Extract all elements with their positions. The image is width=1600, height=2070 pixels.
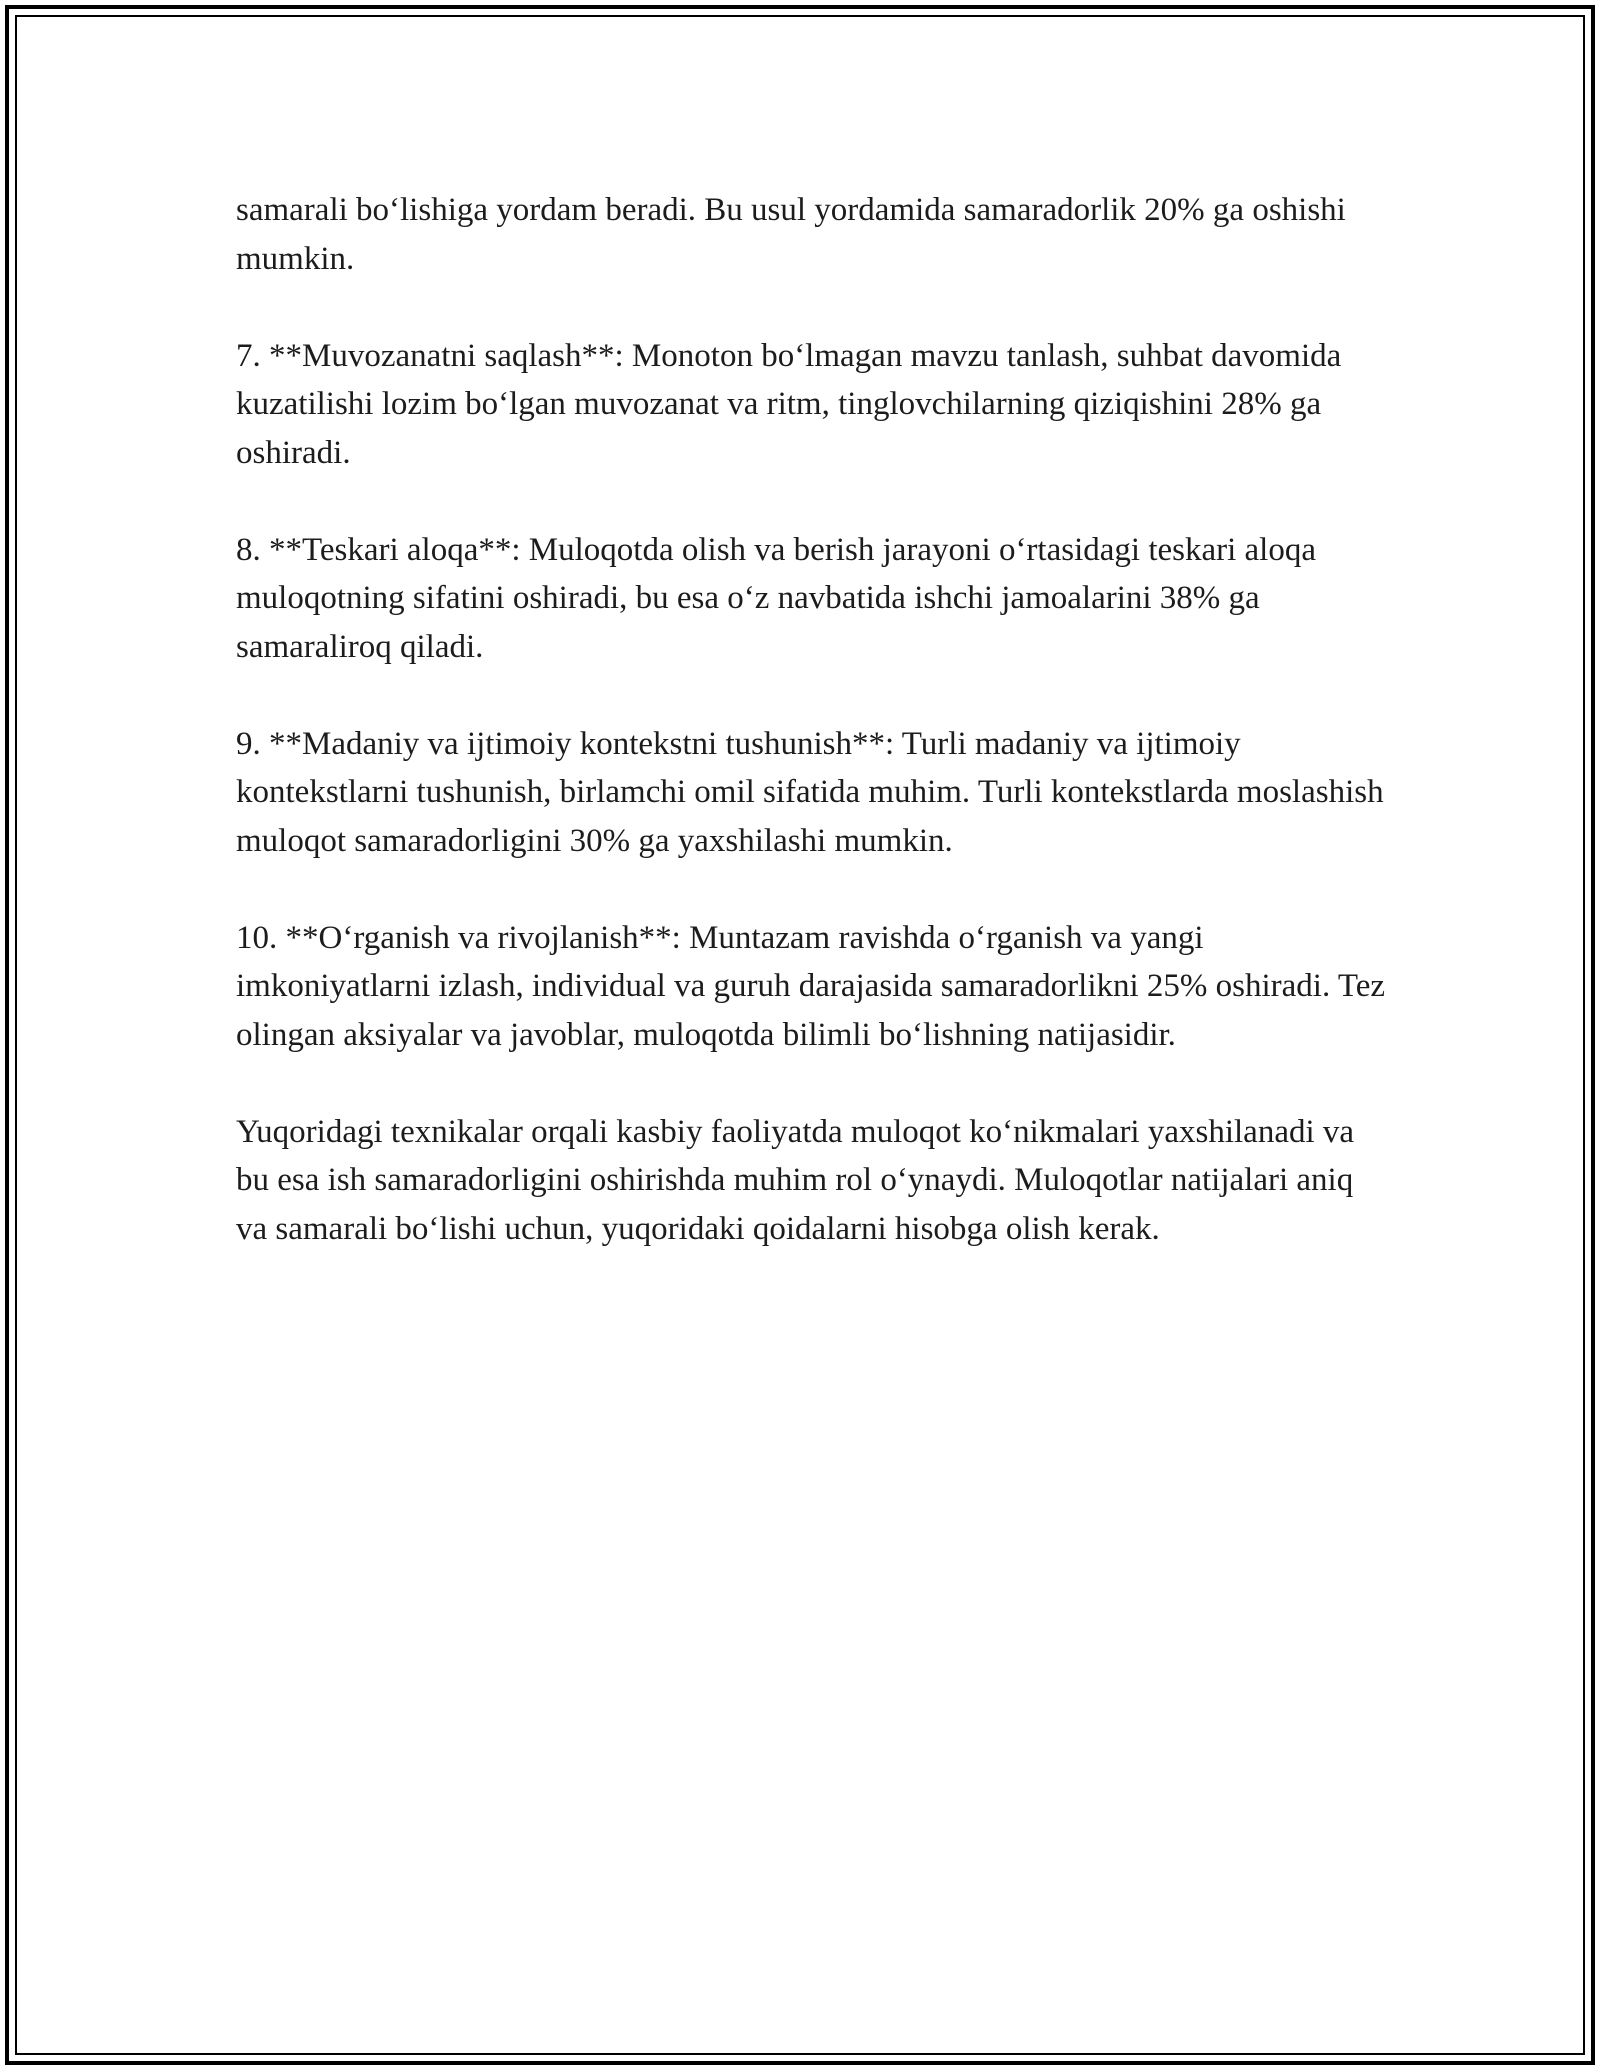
paragraph-conclusion: Yuqoridagi texnikalar orqali kasbiy faoliyatda muloqot ko‘nikmalari yaxshilanadi va bu esa ish samaradorligini oshirishda muhim rol o‘ynaydi. Muloqotlar natijalari aniq va samarali bo‘lishi uchun, yuqoridaki qoidalarni hisobga olish kerak.: [236, 1113, 1355, 1247]
paragraph-item-10: 10. **O‘rganish va rivojlanish**: Muntazam ravishda o‘rganish va yangi imkoniyatlarni izlash, individual va guruh darajasida samaradorlikni 25% oshiradi. Tez olingan aksiyalar va javoblar, muloqotda bilimli bo‘lishning natijasidir.: [236, 919, 1386, 1053]
paragraph-continuation: samarali bo‘lishiga yordam beradi. Bu usul yordamida samaradorlik 20% ga oshishi mumkin.: [236, 192, 1346, 277]
paragraph-item-7: 7. **Muvozanatni saqlash**: Monoton bo‘lmagan mavzu tanlash, suhbat davomida kuzatilishi lozim bo‘lgan muvozanat va ritm, tinglovchilarning qiziqishini 28% ga oshiradi.: [236, 337, 1342, 471]
paragraph-item-9: 9. **Madaniy va ijtimoiy kontekstni tushunish**: Turli madaniy va ijtimoiy kontekstlarni tushunish, birlamchi omil sifatida muhim. Turli kontekstlarda moslashish muloqot samaradorligini 30% ga yaxshilashi mumkin.: [236, 725, 1384, 859]
document-body: [236, 186, 1386, 1253]
paragraph-item-8: 8. **Teskari aloqa**: Muloqotda olish va berish jarayoni o‘rtasidagi teskari aloqa muloqotning sifatini oshiradi, bu esa o‘z navbatida ishchi jamoalarini 38% ga samaraliroq qiladi.: [236, 531, 1316, 665]
